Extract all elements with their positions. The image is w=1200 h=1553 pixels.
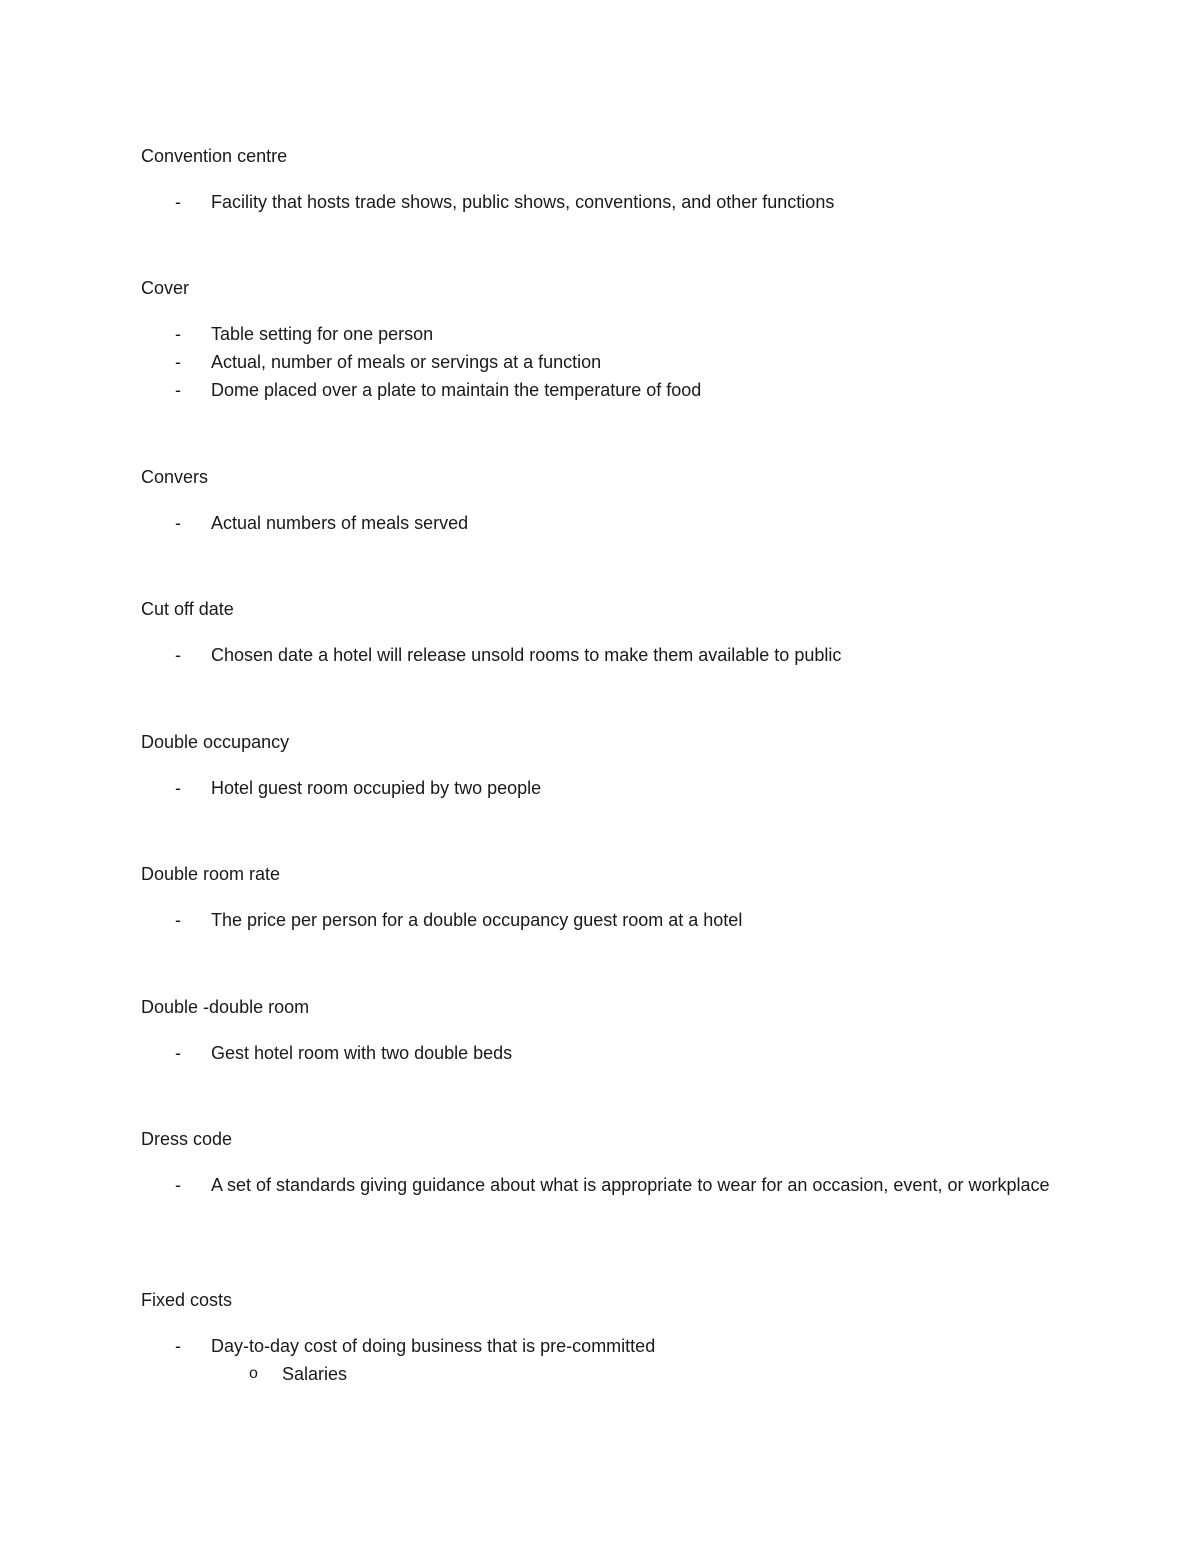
sub-definition-list <box>141 1360 1101 1388</box>
definition-item <box>141 376 1101 404</box>
dash-bullet: - <box>175 513 181 533</box>
definition-item <box>141 1171 1051 1199</box>
dash-bullet: - <box>175 1336 181 1356</box>
entry-term: Convention centre <box>141 146 288 166</box>
entry-term: Cut off date <box>141 599 234 619</box>
dash-bullet: - <box>175 324 181 344</box>
circle-bullet: o <box>249 1365 258 1382</box>
dash-bullet: - <box>175 352 181 372</box>
definition-text: Facility that hosts trade shows, public shows, conventions, and other functions <box>211 192 835 212</box>
glossary-entry <box>141 862 1101 934</box>
definition-list <box>141 774 1101 802</box>
glossary-entry <box>141 1127 1101 1199</box>
glossary-entry <box>141 730 1101 802</box>
definition-list <box>141 1332 1101 1360</box>
dash-bullet: - <box>175 645 181 665</box>
definition-item <box>141 1039 1101 1067</box>
dash-bullet: - <box>175 778 181 798</box>
definition-text: Actual numbers of meals served <box>211 513 469 533</box>
dash-bullet: - <box>175 380 181 400</box>
definition-item <box>141 188 1101 216</box>
dash-bullet: - <box>175 910 181 930</box>
definition-list <box>141 1171 1101 1199</box>
definition-text: Actual, number of meals or servings at a function <box>211 352 602 372</box>
definition-item <box>141 774 1101 802</box>
definition-list <box>141 188 1101 216</box>
entry-term: Convers <box>141 467 209 487</box>
definition-text: Hotel guest room occupied by two people <box>211 778 542 798</box>
definition-list <box>141 509 1101 537</box>
entry-term: Cover <box>141 278 190 298</box>
definition-item <box>141 906 1101 934</box>
definition-list <box>141 641 1101 669</box>
sub-definition-text: Salaries <box>282 1364 348 1384</box>
glossary-entry <box>141 276 1101 404</box>
definition-text: Gest hotel room with two double beds <box>211 1043 513 1063</box>
entry-term: Double -double room <box>141 997 310 1017</box>
definition-text: Dome placed over a plate to maintain the temperature of food <box>211 380 702 400</box>
definition-text: Chosen date a hotel will release unsold rooms to make them available to public <box>211 645 842 665</box>
sub-definition-item <box>141 1360 1101 1388</box>
definition-item <box>141 641 1101 669</box>
glossary-entry <box>141 1288 1101 1388</box>
definition-item <box>141 348 1101 376</box>
entry-term: Fixed costs <box>141 1290 233 1310</box>
entry-term: Double occupancy <box>141 732 290 752</box>
glossary-entry <box>141 597 1101 669</box>
definition-list <box>141 320 1101 404</box>
definition-item <box>141 1332 1101 1360</box>
entry-term: Double room rate <box>141 864 281 884</box>
definition-text: A set of standards giving guidance about what is appropriate to wear for an occasion, event, or workplace <box>211 1175 1050 1195</box>
definition-list <box>141 1039 1101 1067</box>
glossary-entry <box>141 144 1101 216</box>
dash-bullet: - <box>175 192 181 212</box>
glossary-entry <box>141 995 1101 1067</box>
glossary-entry <box>141 465 1101 537</box>
definition-item <box>141 509 1101 537</box>
definition-list <box>141 906 1101 934</box>
definition-text: Day-to-day cost of doing business that is pre-committed <box>211 1336 656 1356</box>
dash-bullet: - <box>175 1175 181 1195</box>
definition-text: The price per person for a double occupancy guest room at a hotel <box>211 910 743 930</box>
dash-bullet: - <box>175 1043 181 1063</box>
definition-item <box>141 320 1101 348</box>
entry-term: Dress code <box>141 1129 233 1149</box>
definition-text: Table setting for one person <box>211 324 434 344</box>
